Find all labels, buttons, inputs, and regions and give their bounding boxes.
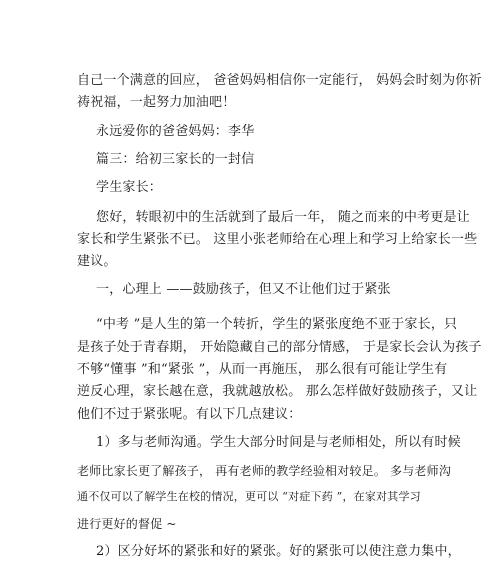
paragraph-line: 他们不过于紧张呢。有以下几点建议： — [77, 407, 302, 422]
paragraph-line: 逆反心理，家长越在意，我就越放松。 那么怎样做好鼓励孩子，又让 — [77, 384, 478, 399]
paragraph-line: 通不仅可以了解学生在校的情况，更可以 “对症下药 ”，在家对其学习 — [77, 490, 421, 503]
paragraph-line: 老师比家长更了解孩子， 再有老师的教学经验相对较足。 多与老师沟 — [77, 464, 452, 478]
paragraph-line: 家长和学生紧张不已。 这里小张老师给在心理上和学习上给家长一些 — [77, 232, 478, 247]
list-item: 1）多与老师沟通。学生大部分时间是与老师相处，所以有时候 — [96, 435, 461, 450]
salutation: 学生家长： — [96, 180, 163, 195]
paragraph-line: 您好，转眼初中的生活就到了最后一年， 随之而来的中考更是让 — [96, 210, 470, 225]
paragraph-line: “中考 ”是人生的第一个转折，学生的紧张度绝不亚于家长，只 — [96, 317, 458, 332]
paragraph-line: 祷祝福，一起努力加油吧！ — [77, 95, 236, 110]
paragraph-line: 建议。 — [77, 254, 117, 269]
paragraph-line: 不够“懂事 ”和“紧张 ”，从而一再施压， 那么很有可能让学生有 — [77, 362, 448, 377]
section-heading: 篇三：给初三家长的一封信 — [96, 152, 255, 167]
paragraph-line: 是孩子处于青春期， 开始隐藏自己的部分情感， 于是家长会认为孩子 — [77, 340, 482, 355]
list-item: 2）区分好坏的紧张和好的紧张。好的紧张可以使注意力集中， — [96, 544, 461, 559]
paragraph-line: 自己一个满意的回应， 爸爸妈妈相信你一定能行， 妈妈会时刻为你祈 — [77, 73, 482, 88]
signature-line: 永远爱你的爸爸妈妈：李华 — [96, 124, 255, 139]
paragraph-line: 进行更好的督促 ~ — [77, 517, 177, 531]
subsection-heading: 一，心理上 ——鼓励孩子，但又不让他们过于紧张 — [96, 282, 391, 297]
